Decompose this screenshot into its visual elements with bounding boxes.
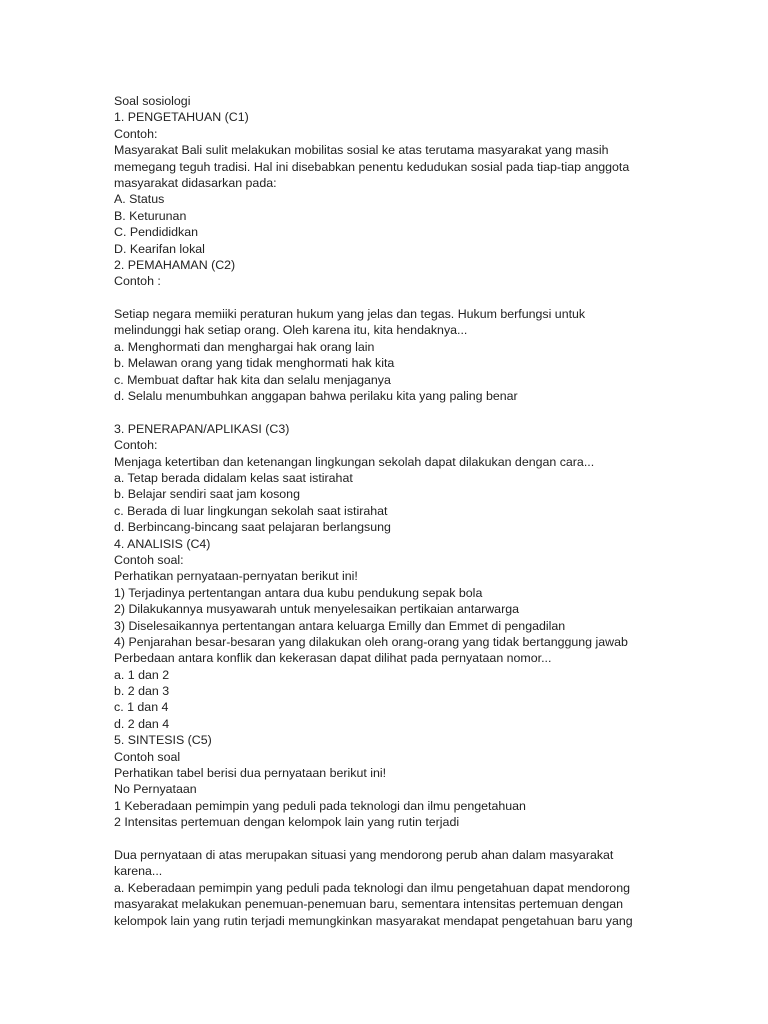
text-line: 1) Terjadinya pertentangan antara dua kubu pendukung sepak bola xyxy=(114,585,483,600)
text-line: kelompok lain yang rutin terjadi memungkinkan masyarakat mendapat pengetahuan baru yang xyxy=(114,913,633,928)
text-line: B. Keturunan xyxy=(114,208,187,223)
text-line: Contoh: xyxy=(114,126,158,141)
text-line: c. Membuat daftar hak kita dan selalu menjaganya xyxy=(114,372,391,387)
text-line: 2. PEMAHAMAN (C2) xyxy=(114,257,236,272)
text-line: b. 2 dan 3 xyxy=(114,684,170,699)
blank-line xyxy=(114,831,674,847)
text-line: Masyarakat Bali sulit melakukan mobilitas sosial ke atas terutama masyarakat yang masih xyxy=(114,143,609,158)
text-line: b. Belajar sendiri saat jam kosong xyxy=(114,487,300,502)
text-line: a. Tetap berada didalam kelas saat istirahat xyxy=(114,470,353,485)
text-line: c. 1 dan 4 xyxy=(114,700,169,715)
text-line: D. Kearifan lokal xyxy=(114,241,205,256)
text-line: melindunggi hak setiap orang. Oleh karena itu, kita hendaknya... xyxy=(114,323,468,338)
text-line: Dua pernyataan di atas merupakan situasi yang mendorong perub ahan dalam masyarakat xyxy=(114,847,614,862)
text-line: Perbedaan antara konflik dan kekerasan dapat dilihat pada pernyataan nomor... xyxy=(114,651,552,666)
text-line: Contoh soal xyxy=(114,749,181,764)
text-line: b. Melawan orang yang tidak menghormati hak kita xyxy=(114,356,395,371)
text-line: 1. PENGETAHUAN (C1) xyxy=(114,110,249,125)
text-line: d. 2 dan 4 xyxy=(114,716,170,731)
text-line: 5. SINTESIS (C5) xyxy=(114,733,212,748)
text-line: a. 1 dan 2 xyxy=(114,667,170,682)
text-line: 4. ANALISIS (C4) xyxy=(114,536,211,551)
text-line: 1 Keberadaan pemimpin yang peduli pada teknologi dan ilmu pengetahuan xyxy=(114,798,526,813)
text-line: Setiap negara memiiki peraturan hukum yang jelas dan tegas. Hukum berfungsi untuk xyxy=(114,307,586,322)
text-line: memegang teguh tradisi. Hal ini disebabkan penentu kedudukan sosial pada tiap-tiap anggota xyxy=(114,159,630,174)
text-line: Contoh: xyxy=(114,438,158,453)
text-line: a. Keberadaan pemimpin yang peduli pada teknologi dan ilmu pengetahuan dapat mendorong xyxy=(114,880,630,895)
blank-line xyxy=(114,404,674,420)
text-line: C. Pendididkan xyxy=(114,225,199,240)
text-line: Perhatikan pernyataan-pernyatan berikut ini! xyxy=(114,569,358,584)
text-line: 2 Intensitas pertemuan dengan kelompok lain yang rutin terjadi xyxy=(114,815,460,830)
text-line: masyarakat didasarkan pada: xyxy=(114,175,277,190)
text-line: Perhatikan tabel berisi dua pernyataan berikut ini! xyxy=(114,766,387,781)
text-line: Contoh soal: xyxy=(114,552,184,567)
document-body xyxy=(114,93,674,929)
text-line: Menjaga ketertiban dan ketenangan lingkungan sekolah dapat dilakukan dengan cara... xyxy=(114,454,595,469)
text-line: A. Status xyxy=(114,192,165,207)
text-line: d. Selalu menumbuhkan anggapan bahwa perilaku kita yang paling benar xyxy=(114,389,518,404)
text-line: c. Berada di luar lingkungan sekolah saat istirahat xyxy=(114,503,388,518)
text-line: Contoh : xyxy=(114,274,161,289)
text-line: a. Menghormati dan menghargai hak orang lain xyxy=(114,339,375,354)
text-line: 2) Dilakukannya musyawarah untuk menyelesaikan pertikaian antarwarga xyxy=(114,602,519,617)
text-line: 3) Diselesaikannya pertentangan antara keluarga Emilly dan Emmet di pengadilan xyxy=(114,618,566,633)
text-line: 4) Penjarahan besar-besaran yang dilakukan oleh orang-orang yang tidak bertanggung jawab xyxy=(114,634,628,649)
text-line: masyarakat melakukan penemuan-penemuan baru, sementara intensitas pertemuan dengan xyxy=(114,897,624,912)
text-line: d. Berbincang-bincang saat pelajaran berlangsung xyxy=(114,520,391,535)
text-line: No Pernyataan xyxy=(114,782,197,797)
blank-line xyxy=(114,290,674,306)
text-line: karena... xyxy=(114,864,163,879)
text-line: Soal sosiologi xyxy=(114,94,191,108)
text-line: 3. PENERAPAN/APLIKASI (C3) xyxy=(114,421,290,436)
